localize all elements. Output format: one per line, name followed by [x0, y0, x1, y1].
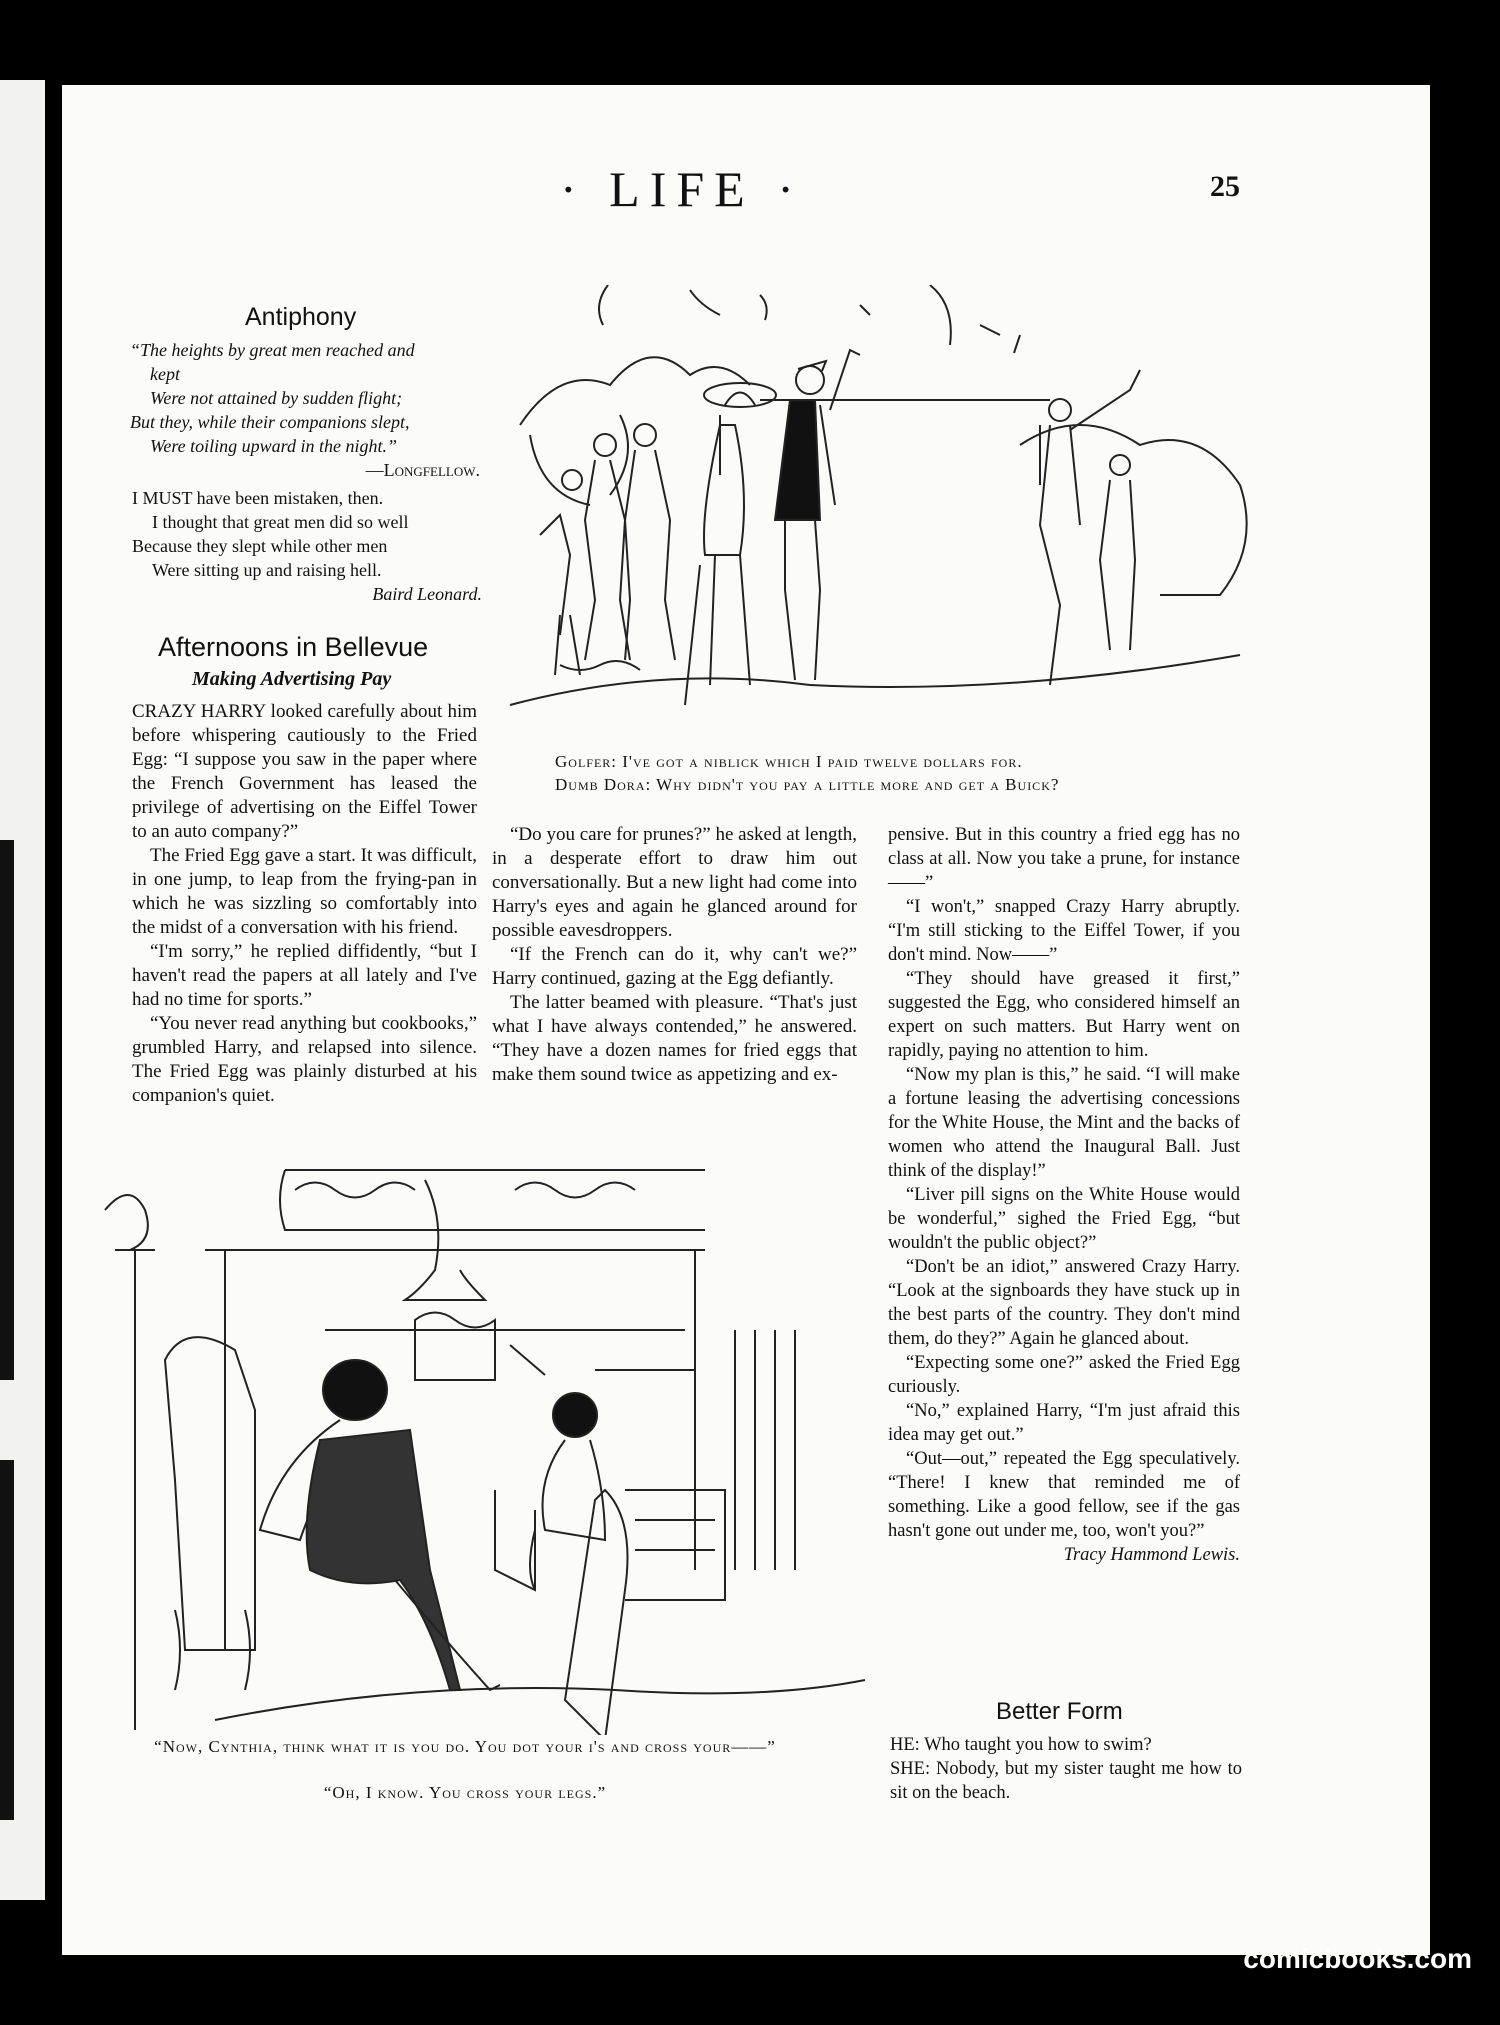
- paragraph: “They should have greased it first,” suggested the Egg, who considered himself an expert on such matters. But Harry went on rapidly, paying no attention to him.: [888, 969, 1240, 1061]
- paragraph: “Liver pill signs on the White House would be wonderful,” sighed the Fried Egg, “but wouldn't the public object?”: [888, 1185, 1240, 1253]
- site-watermark: comicbooks.com: [1243, 1943, 1472, 1974]
- epigraph-line: kept: [150, 364, 180, 384]
- bellevue-subtitle: Making Advertising Pay: [192, 668, 392, 690]
- epigraph-attribution: —Longfellow.: [365, 460, 480, 480]
- cynthia-caption-answer: “Oh, I know. You cross your legs.”: [323, 1783, 607, 1802]
- paragraph: “I won't,” snapped Crazy Harry abruptly. “I'm still sticking to the Eiffel Tower, if you don't mind. Now——”: [888, 897, 1240, 965]
- adjacent-page-edge: [0, 80, 45, 1900]
- paragraph: “If the French can do it, why can't we?” Harry continued, gazing at the Egg defiantly.: [492, 944, 857, 989]
- adjacent-page-mark: [0, 840, 14, 1380]
- better-form-title: Better Form: [996, 1698, 1123, 1725]
- cynthia-caption-question: “Now, Cynthia, think what it is you do. You dot your i's and cross your——”: [154, 1737, 776, 1756]
- paragraph: pensive. But in this country a fried egg has no class at all. Now you take a prune, for instance——”: [888, 825, 1240, 893]
- antiphony-epigraph: [130, 338, 480, 482]
- cynthia-cartoon-illustration: [95, 1160, 875, 1735]
- better-form-line: SHE: Nobody, but my sister taught me how to sit on the beach.: [890, 1759, 1242, 1803]
- verse-author: Baird Leonard.: [372, 584, 482, 604]
- antiphony-title: Antiphony: [245, 303, 357, 331]
- epigraph-line: “The heights by great men reached and: [130, 340, 415, 360]
- verse-line: Because they slept while other men: [132, 536, 388, 556]
- paragraph: “Expecting some one?” asked the Fried Egg curiously.: [888, 1353, 1240, 1397]
- golf-caption-golfer: Golfer: I've got a niblick which I paid twelve dollars for.: [555, 752, 1023, 771]
- golf-cartoon-illustration: [500, 285, 1260, 730]
- paragraph: “I'm sorry,” he replied diffidently, “but I haven't read the papers at all lately and I've had no time for sports.”: [132, 941, 477, 1010]
- antiphony-verse: [132, 486, 482, 606]
- better-form-line: HE: Who taught you how to swim?: [890, 1735, 1152, 1755]
- verse-line: Were sitting up and raising hell.: [152, 560, 382, 580]
- bellevue-column-1: [132, 700, 477, 1108]
- paragraph: “Out—out,” repeated the Egg speculatively. “There! I knew that reminded me of something. Like a good fellow, see if the gas hasn't gone out under me, too, won't you?”: [888, 1449, 1240, 1541]
- epigraph-line: But they, while their companions slept,: [130, 412, 410, 432]
- verse-line: I MUST have been mistaken, then.: [132, 488, 384, 508]
- paragraph: CRAZY HARRY looked carefully about him before whispering cautiously to the Fried Egg: “I suppose you saw in the paper where the French Government has leased the privilege of advertising on the Eiffel Tower to an auto company?”: [132, 701, 477, 842]
- paragraph: “No,” explained Harry, “I'm just afraid this idea may get out.”: [888, 1401, 1240, 1445]
- better-form-text: [890, 1733, 1242, 1805]
- paragraph: The Fried Egg gave a start. It was difficult, in one jump, to leap from the frying-pan in which he was sizzling so comfortably into the midst of a conversation with his friend.: [132, 845, 477, 938]
- bellevue-column-2: [492, 823, 857, 1087]
- magazine-masthead: · LIFE ·: [560, 161, 804, 217]
- paragraph: “Don't be an idiot,” answered Crazy Harry. “Look at the signboards they have stuck up in the best parts of the country. They don't mind them, do they?” Again he glanced about.: [888, 1257, 1240, 1349]
- page-number: 25: [1210, 170, 1240, 203]
- bellevue-title: Afternoons in Bellevue: [158, 632, 429, 662]
- adjacent-page-mark: [0, 1460, 14, 1820]
- bellevue-column-3: [888, 823, 1240, 1567]
- paragraph: “Do you care for prunes?” he asked at length, in a desperate effort to draw him out conversationally. But a new light had come into Harry's eyes and again he glanced around for possible eavesdroppers.: [492, 824, 857, 941]
- epigraph-line: Were toiling upward in the night.”: [150, 436, 398, 456]
- paragraph: “You never read anything but cookbooks,” grumbled Harry, and relapsed into silence. The Fried Egg was plainly disturbed at his companion's quiet.: [132, 1013, 477, 1106]
- paragraph: The latter beamed with pleasure. “That's just what I have always contended,” he answered. “They have a dozen names for fried eggs that make them sound twice as appetizing and ex-: [492, 992, 857, 1085]
- golf-caption-dora: Dumb Dora: Why didn't you pay a little more and get a Buick?: [555, 775, 1060, 794]
- bellevue-author: Tracy Hammond Lewis.: [1063, 1545, 1240, 1565]
- paragraph: “Now my plan is this,” he said. “I will make a fortune leasing the advertising concessions for the White House, the Mint and the backs of women who attend the Inaugural Ball. Just think of the display!”: [888, 1065, 1240, 1181]
- epigraph-line: Were not attained by sudden flight;: [150, 388, 403, 408]
- verse-line: I thought that great men did so well: [152, 512, 409, 532]
